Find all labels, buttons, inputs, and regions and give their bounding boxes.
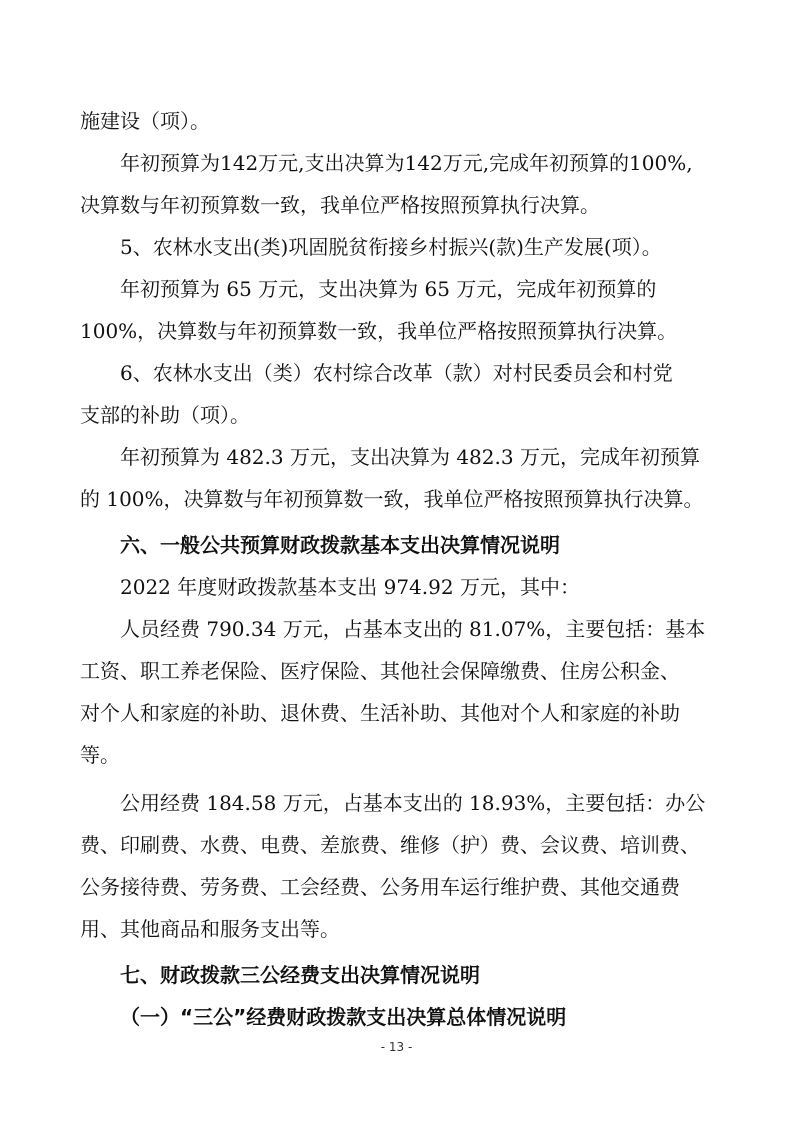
paragraph-line: 年初预算为 65 万元，支出决算为 65 万元，完成年初预算的 <box>120 277 657 301</box>
paragraph-line: 年初预算为142万元,支出决算为142万元,完成年初预算的100%, <box>120 151 693 175</box>
paragraph-line: 6、农林水支出（类）农村综合改革（款）对村民委员会和村党 <box>120 361 673 385</box>
paragraph-line: 施建设（项）。 <box>80 109 210 133</box>
subsection-heading: （一）“三公”经费财政拨款支出决算总体情况说明 <box>120 1005 567 1029</box>
section-heading-6: 六、一般公共预算财政拨款基本支出决算情况说明 <box>120 533 560 557</box>
paragraph-line: 对个人和家庭的补助、退休费、生活补助、其他对个人和家庭的补助 <box>80 701 680 725</box>
paragraph-line: 用、其他商品和服务支出等。 <box>80 917 340 941</box>
paragraph-line: 工资、职工养老保险、医疗保险、其他社会保障缴费、住房公积金、 <box>80 659 680 683</box>
paragraph-line: 等。 <box>80 743 120 767</box>
paragraph-line: 2022 年度财政拨款基本支出 974.92 万元，其中： <box>120 575 580 599</box>
paragraph-line: 的 100%，决算数与年初预算数一致，我单位严格按照预算执行决算。 <box>80 487 704 511</box>
paragraph-line: 费、印刷费、水费、电费、差旅费、维修（护）费、会议费、培训费、 <box>80 833 700 857</box>
paragraph-line: 决算数与年初预算数一致，我单位严格按照预算执行决算。 <box>80 193 600 217</box>
section-heading-7: 七、财政拨款三公经费支出决算情况说明 <box>120 963 480 987</box>
paragraph-line: 公用经费 184.58 万元，占基本支出的 18.93%，主要包括：办公 <box>120 791 706 815</box>
paragraph-line: 支部的补助（项）。 <box>80 403 250 427</box>
paragraph-line: 公务接待费、劳务费、工会经费、公务用车运行维护费、其他交通费 <box>80 875 680 899</box>
paragraph-line: 年初预算为 482.3 万元，支出决算为 482.3 万元，完成年初预算 <box>120 445 700 469</box>
paragraph-line: 5、农林水支出(类)巩固脱贫衔接乡村振兴(款)生产发展(项）。 <box>120 235 662 259</box>
page-number: - 13 - <box>380 1040 413 1054</box>
paragraph-line: 人员经费 790.34 万元，占基本支出的 81.07%，主要包括：基本 <box>120 617 706 641</box>
paragraph-line: 100%，决算数与年初预算数一致，我单位严格按照预算执行决算。 <box>80 319 678 343</box>
